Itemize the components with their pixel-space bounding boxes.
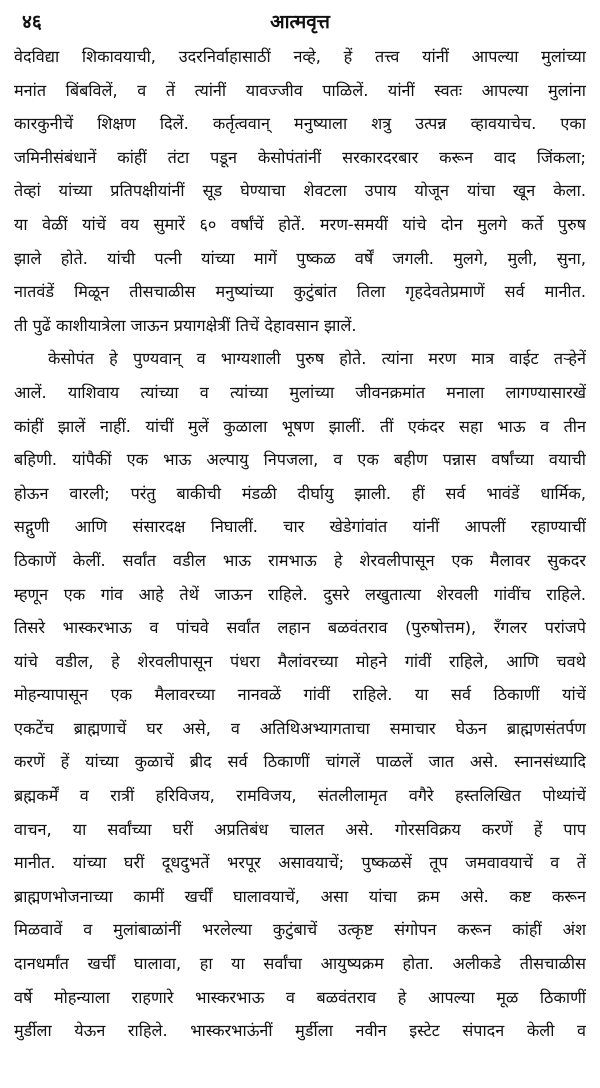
text-line: तेव्हां यांच्या प्रतिपक्षीयांनीं सूड घेण्याचा शेवटला उपाय योजून यांचा खून केला. (14, 181, 586, 201)
text-line: मुर्डीला येऊन राहिले. भास्करभाऊंनीं मुर्डीला नवीन इस्टेट संपादन केली व (14, 1021, 586, 1041)
paragraph (14, 342, 586, 1047)
page-number: ४६ (22, 11, 42, 33)
text-line: आलें. याशिवाय त्यांच्या व त्यांच्या मुलांच्या जीवनक्रमांत मनाला लागण्यासारखें (14, 382, 586, 402)
paragraph (14, 40, 586, 342)
text-line: कारकुनीचें शिक्षण दिलें. कर्तृत्ववान् मनुष्याला शत्रु उत्पन्न व्हावयाचेच. एका (14, 114, 586, 134)
text-line: दानधर्मांत खर्चीं घालावा, हा या सर्वांचा आयुष्यक्रम होता. अलीकडे तीसचाळीस (14, 954, 586, 974)
text-line: तिसरे भास्करभाऊ व पांचवे सर्वांत लहान बळवंतराव (पुरुषोत्तम), रँगलर परांजपे (14, 618, 586, 638)
text-line: म्हणून एक गांव आहे तेथें जाऊन राहिले. दुसरे लखुतात्या शेरवली गांवींच राहिले. (14, 584, 586, 604)
text-line: या वेळीं यांचें वय सुमारें ६० वर्षांचें होतें. मरण-समयीं यांचे दोन मुलगे कर्ते पुरुष (14, 214, 586, 234)
text-line: वर्षे मोहन्याला राहणारे भास्करभाऊ व बळवंतराव हे आपल्या मूळ ठिकाणीं (14, 987, 586, 1007)
text-line: करणें हें यांच्या कुळाचें ब्रीद सर्व ठिकाणीं चांगलें पाळलें जात असे. स्नानसंध्यादि (14, 752, 586, 772)
body-text (14, 40, 586, 1048)
text-line: यांचे वडील, हे शेरवलीपासून पंधरा मैलांवरच्या मोहने गांवीं राहिले, आणि चवथे (14, 651, 586, 671)
text-line: झाले होते. यांची पत्नी यांच्या मागें पुष्कळ वर्षें जगली. मुलगे, मुली, सुना, (14, 248, 586, 268)
text-line: जमिनीसंबंधानें कांहीं तंटा पडून केसोपंतांनीं सरकारदरबार करून वाद जिंकला; (14, 147, 586, 167)
text-line: मनांत बिंबविलें, व तें त्यांनीं यावज्जीव पाळिलें. यांनीं स्वतः आपल्या मुलांना (14, 80, 586, 100)
page-header (14, 6, 586, 40)
text-line: मानीत. यांच्या घरीं दूधदुभतें भरपूर असावयाचें; पुष्कळसें तूप जमवावयाचें व तें (14, 853, 586, 873)
text-line: ब्रह्मकर्में व रात्रीं हरिविजय, रामविजय, संतलीलामृत वगैरे हस्तलिखित पोथ्यांचें (14, 786, 586, 806)
text-line: कांहीं झालें नाहीं. यांचीं मुलें कुळाला भूषण झालीं. तीं एकंदर सहा भाऊ व तीन (14, 416, 586, 436)
text-line: वेदविद्या शिकावयाची, उदरनिर्वाहासाठीं नव्हे, हें तत्त्व यांनीं आपल्या मुलांच्या (14, 47, 586, 66)
text-line: मोहन्यापासून एक मैलावरच्या नानवळें गांवीं राहिले. या सर्व ठिकाणीं यांचें (14, 685, 586, 705)
text-line: होऊन वारली; परंतु बाकीची मंडळी दीर्घायु झाली. हीं सर्व भावंडें धार्मिक, (14, 483, 586, 503)
text-line: एकटेंच ब्राह्मणाचें घर असे, व अतिथिअभ्यागताचा समाचार घेऊन ब्राह्मणसंतर्पण (14, 718, 586, 738)
text-line: ती पुढें काशीयात्रेला जाऊन प्रयागक्षेत्रीं तिचें देहावसान झालें. (14, 315, 357, 335)
text-line: वाचन, या सर्वांच्या घरीं अप्रतिबंध चालत असे. गोरसविक्रय करणें हें पाप (14, 819, 586, 839)
text-line: मिळवावें व मुलांबाळांनीं भरलेल्या कुटुंबाचें उत्कृष्ट संगोपन करून कांहीं अंश (14, 920, 586, 940)
text-line: बहिणी. यांपैकीं एक भाऊ अल्पायु निपजला, व एक बहीण पन्नास वर्षांच्या वयाची (14, 450, 586, 470)
text-line: नातवंडें मिळून तीसचाळीस मनुष्यांच्या कुटुंबांत तिला गृहदेवतेप्रमाणें सर्व मानीत. (14, 282, 586, 302)
text-line: ब्राह्मणभोजनाच्या कामीं खर्चीं घालावयाचें, असा यांचा क्रम असे. कष्ट करून (14, 886, 586, 906)
text-line: ठिकाणें केलीं. सर्वांत वडील भाऊ रामभाऊ हे शेरवलीपासून एक मैलावर सुकदर (14, 550, 586, 570)
text-line: केसोपंत हे पुण्यवान् व भाग्यशाली पुरुष होते. त्यांना मरण मात्र वाईट तऱ्हेनें (48, 349, 586, 369)
text-line: सद्गुणी आणि संसारदक्ष निघालीं. चार खेडेगांवांत यांनीं आपलीं रहाण्याचीं (14, 517, 586, 537)
running-title: आत्मवृत्त (270, 11, 330, 33)
